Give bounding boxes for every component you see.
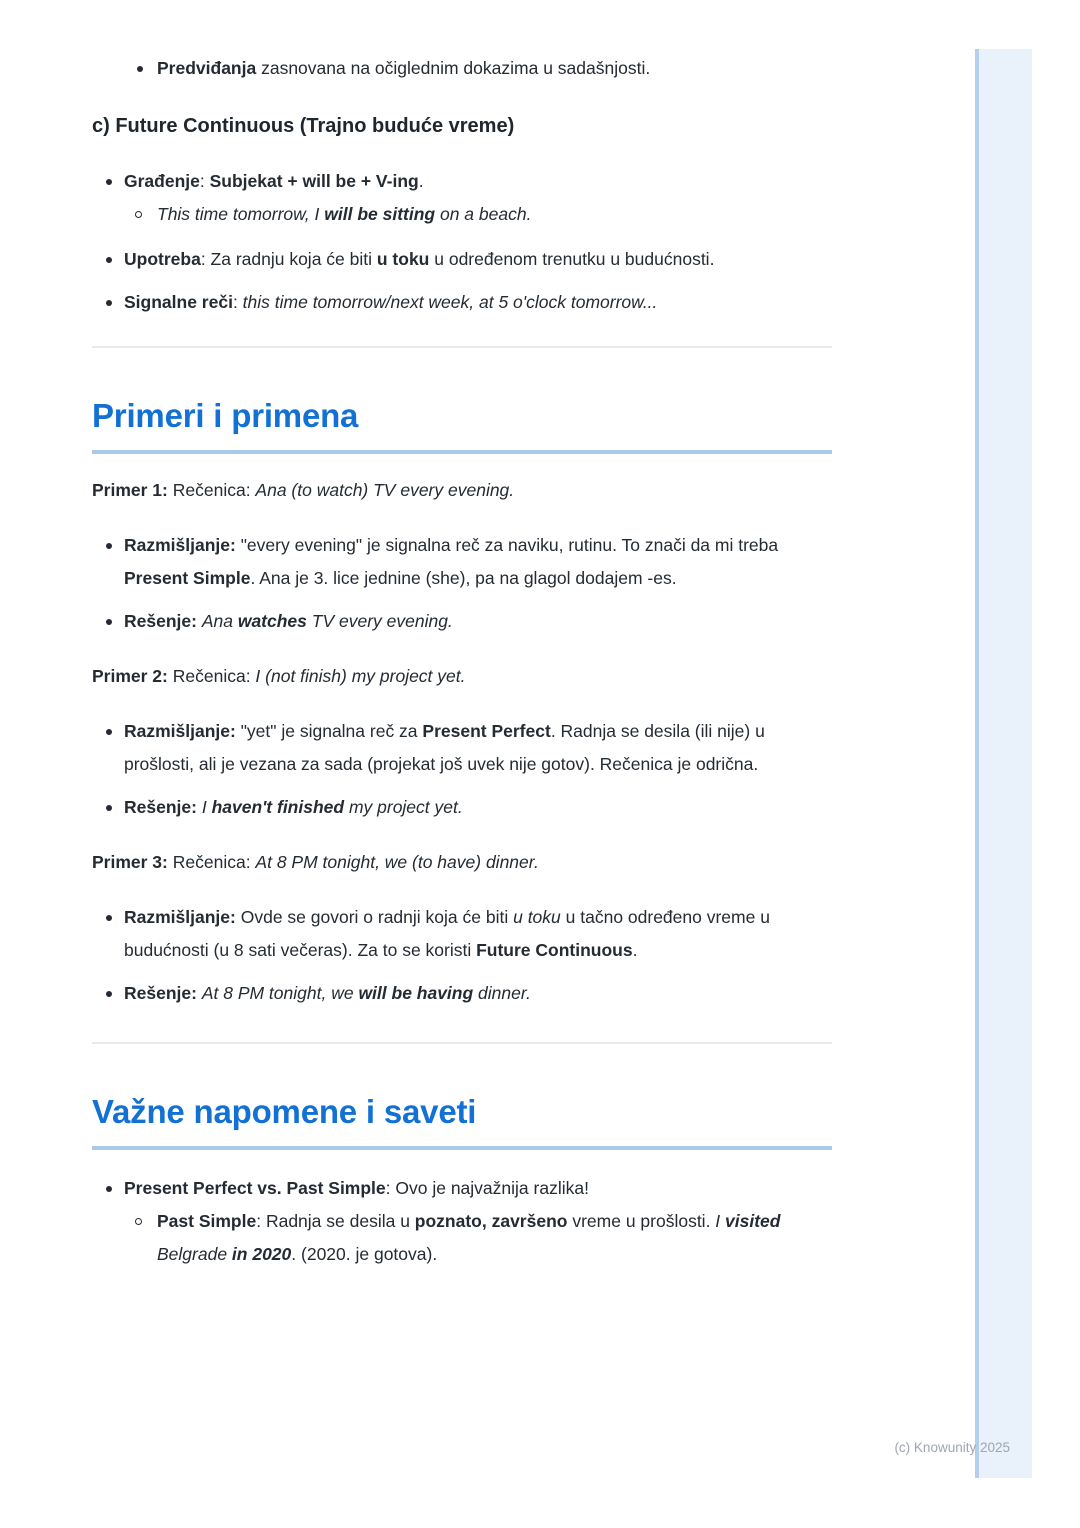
primer2-intro (92, 660, 832, 693)
text-run: TV every evening. (306, 611, 453, 631)
text-run: I (201, 797, 212, 817)
text-run: : Radnja se desila u (256, 1211, 415, 1231)
list-item-past-simple (124, 1205, 832, 1271)
text-run: Rešenje: (124, 611, 197, 631)
text-run: haven't finished (211, 797, 345, 817)
text-run: in 2020 (231, 1244, 292, 1264)
text-run: zasnovana na očiglednim dokazima u sadašnjosti. (256, 58, 651, 78)
text-run: Ana (201, 611, 238, 631)
text-run: At 8 PM tonight, we (to have) dinner. (255, 852, 539, 872)
text-run: u toku (513, 907, 561, 927)
list-item-razmisljanje (92, 529, 832, 595)
list-item-signalne-reci (92, 286, 832, 319)
text-run: : Ovo je najvažnija razlika! (385, 1178, 589, 1198)
list-item-resenje (92, 605, 832, 638)
list-item-gradjenje (92, 165, 832, 231)
text-run: "every evening" je signalna reč za naviku, rutinu. To znači da mi treba (235, 535, 779, 555)
section-heading-primeri: Primeri i primena (92, 396, 832, 454)
intro-bullet-list (92, 52, 832, 85)
text-run: I (715, 1211, 726, 1231)
text-run: Subjekat + will be + V-ing (209, 171, 419, 191)
text-run: will be sitting (324, 204, 436, 224)
text-run: watches (237, 611, 307, 631)
list-item-text (124, 171, 424, 191)
text-run: Ana (to watch) TV every evening. (255, 480, 515, 500)
section-heading-napomene: Važne napomene i saveti (92, 1092, 832, 1150)
text-run: Rešenje: (124, 983, 197, 1003)
subsection-heading-future-continuous: c) Future Continuous (Trajno buduće vreme) (92, 115, 515, 137)
gradjenje-example-list (124, 198, 832, 231)
text-run: Primer 3: (92, 852, 168, 872)
text-run: Primer 2: (92, 666, 168, 686)
text-run: Rečenica: (167, 852, 256, 872)
page-edge-decoration (975, 49, 1032, 1478)
primer1-bullet-list (92, 529, 832, 638)
text-run: . Ana je 3. lice jednine (she), pa na glagol dodajem -es. (250, 568, 677, 588)
list-item-upotreba (92, 243, 832, 276)
text-run: Present Perfect (422, 721, 551, 741)
text-run: my project yet. (344, 797, 463, 817)
text-run: Signalne reči (124, 292, 233, 312)
text-run: Ovde se govori o radnji koja će biti (235, 907, 514, 927)
list-item-razmisljanje (92, 901, 832, 967)
list-item-resenje (92, 791, 832, 824)
text-run: Present Perfect vs. Past Simple (124, 1178, 386, 1198)
list-item-text (124, 1178, 589, 1198)
section-divider (92, 1042, 832, 1044)
text-run: this time tomorrow/next week, at 5 o'clock tomorrow... (242, 292, 658, 312)
text-run: u tačno određeno vreme u budućnosti (u 8 sati večeras). Za to se koristi (124, 907, 770, 960)
text-run: Razmišljanje: (124, 907, 236, 927)
primer1-intro (92, 474, 832, 507)
text-run: u toku (376, 249, 430, 269)
document-content (92, 0, 832, 1283)
napomene-sublist (124, 1205, 832, 1271)
list-item-resenje (92, 977, 832, 1010)
text-run: Primer 1: (92, 480, 168, 500)
list-item-predvidjanja (92, 52, 832, 85)
section-divider (92, 346, 832, 348)
list-item-perfect-vs-past (92, 1172, 832, 1271)
text-run: Rečenica: (167, 666, 256, 686)
future-continuous-bullet-list (92, 165, 832, 319)
text-run: . (2020. je gotova). (291, 1244, 438, 1264)
list-item-gradjenje-example (124, 198, 832, 231)
text-run: Future Continuous (476, 940, 633, 960)
text-run: Predviđanja (157, 58, 257, 78)
copyright-footer: (c) Knowunity 2025 (894, 1440, 1010, 1455)
text-run: dinner. (473, 983, 531, 1003)
text-run: : Za radnju koja će biti (200, 249, 377, 269)
text-run: At 8 PM tonight, we (201, 983, 359, 1003)
text-run: u određenom trenutku u budućnosti. (429, 249, 715, 269)
text-run: "yet" je signalna reč za (235, 721, 423, 741)
list-item-razmisljanje (92, 715, 832, 781)
primer2-bullet-list (92, 715, 832, 824)
text-run: poznato, završeno (414, 1211, 568, 1231)
text-run: will be having (358, 983, 474, 1003)
text-run: Rešenje: (124, 797, 197, 817)
text-run: Past Simple (157, 1211, 257, 1231)
text-run: . (418, 171, 424, 191)
text-run: Građenje (124, 171, 200, 191)
primer3-bullet-list (92, 901, 832, 1010)
text-run: : (199, 171, 210, 191)
text-run: Razmišljanje: (124, 721, 236, 741)
text-run: Rečenica: (167, 480, 256, 500)
text-run: Present Simple (124, 568, 251, 588)
text-run: vreme u prošlosti. (567, 1211, 716, 1231)
text-run: Upotreba (124, 249, 201, 269)
text-run: on a beach. (435, 204, 532, 224)
napomene-bullet-list (92, 1172, 832, 1271)
primer3-intro (92, 846, 832, 879)
text-run: Belgrade (157, 1244, 232, 1264)
text-run: This time tomorrow, I (157, 204, 325, 224)
text-run: : (232, 292, 243, 312)
text-run: . (632, 940, 638, 960)
text-run: Razmišljanje: (124, 535, 236, 555)
text-run: . Radnja se desila (ili nije) u prošlosti, ali je vezana za sada (projekat još uvek nije gotov). Rečenica je odrična. (124, 721, 765, 774)
text-run: visited (725, 1211, 781, 1231)
text-run: I (not finish) my project yet. (255, 666, 466, 686)
